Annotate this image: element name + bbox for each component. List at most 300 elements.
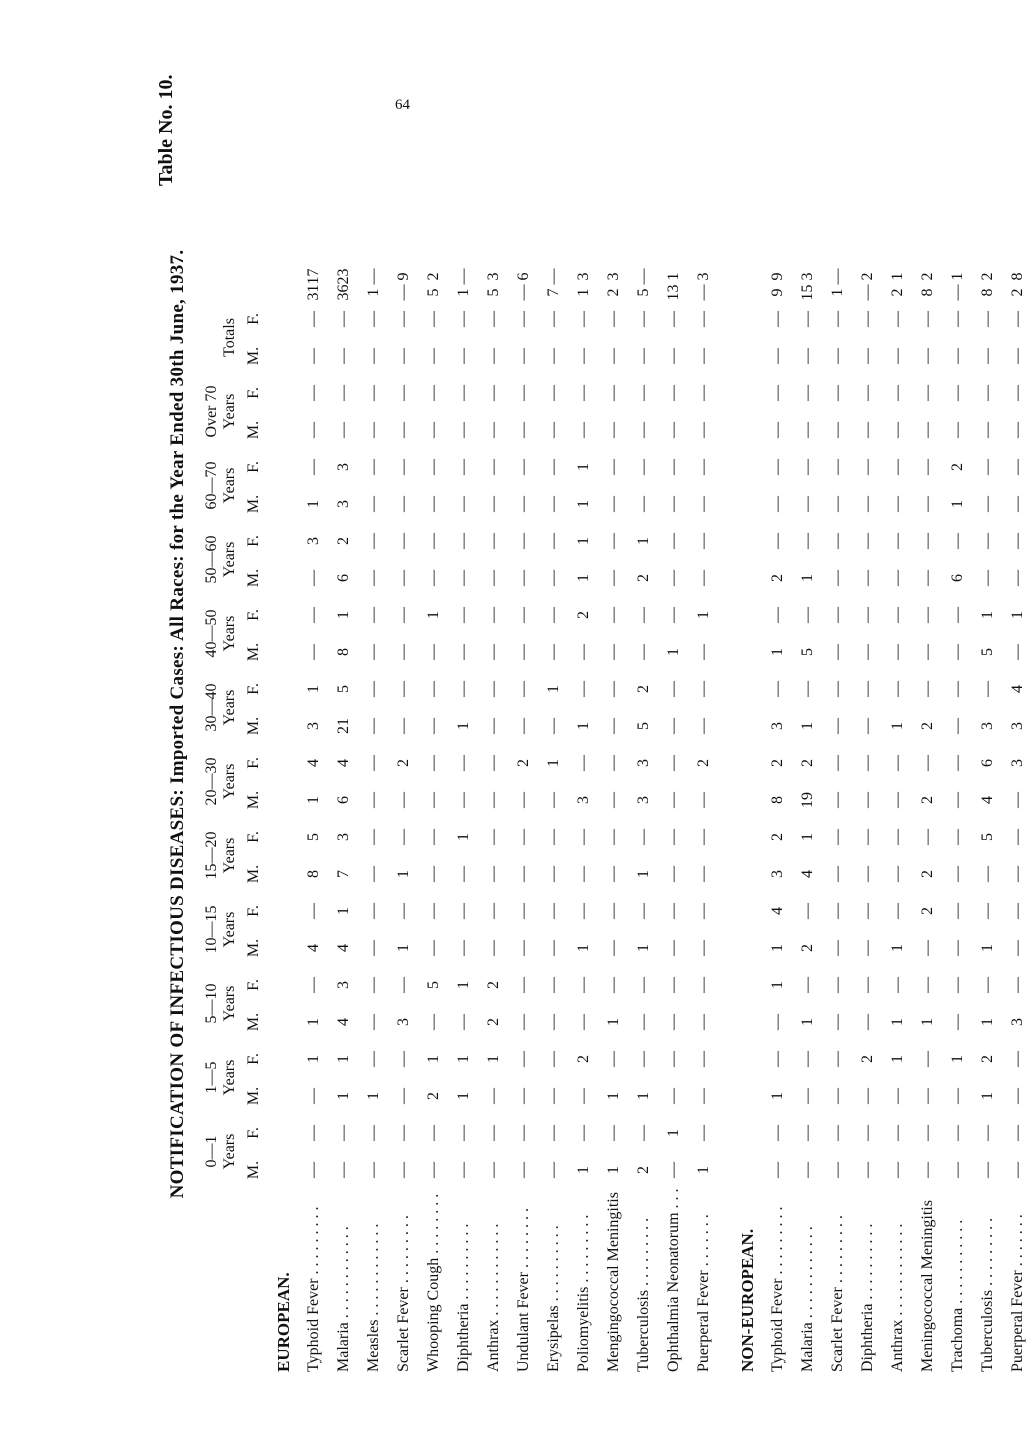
case-count: 5	[335, 684, 352, 693]
case-count: —	[859, 976, 876, 993]
case-count: —	[859, 458, 876, 475]
case-count: —	[395, 310, 412, 327]
case-count: —	[455, 569, 472, 586]
table-row	[973, 268, 1003, 1372]
case-count: —	[829, 1013, 846, 1030]
case-count: —	[365, 347, 382, 364]
case-count: —	[365, 606, 382, 623]
case-count: —	[365, 643, 382, 660]
case-count: 2	[575, 610, 592, 619]
case-count: 2	[769, 758, 786, 767]
case-count: 3	[575, 795, 592, 804]
case-count: —	[455, 421, 472, 438]
case-count: —	[395, 643, 412, 660]
case-count: —	[1009, 495, 1026, 512]
disease-name: Malaria . . . . . . . . . . . .	[799, 1226, 816, 1372]
case-count: —	[425, 717, 442, 734]
case-count: —	[515, 495, 532, 512]
age-group-range: Over 70	[203, 385, 220, 438]
age-group-header	[203, 374, 239, 448]
table-row	[853, 268, 883, 1372]
case-count: —	[515, 1087, 532, 1104]
age-group-range: 15—20	[203, 831, 220, 880]
case-count: 8	[769, 795, 786, 804]
case-count: —	[365, 828, 382, 845]
case-count: —	[455, 865, 472, 882]
case-count: 3	[979, 721, 996, 730]
case-count: 23	[335, 268, 352, 285]
case-count: —	[575, 976, 592, 993]
case-count: 7	[545, 288, 562, 297]
case-count: 2	[395, 758, 412, 767]
case-count: —	[425, 828, 442, 845]
sex-header-female: F.	[245, 461, 262, 473]
case-count: —	[305, 384, 322, 401]
case-count: —	[485, 717, 502, 734]
case-count: 1	[575, 536, 592, 545]
case-count: —	[859, 717, 876, 734]
case-count: —	[1009, 458, 1026, 475]
case-count: —	[515, 939, 532, 956]
case-count: —	[889, 310, 906, 327]
case-count: —	[335, 310, 352, 327]
case-count: 3	[485, 272, 502, 281]
section-heading-row	[733, 268, 763, 1372]
case-count: 3	[335, 832, 352, 841]
case-count: —	[365, 495, 382, 512]
case-count: —	[605, 1124, 622, 1141]
sex-header-male: M.	[245, 420, 262, 440]
case-count: —	[485, 569, 502, 586]
case-count: —	[979, 421, 996, 438]
case-count: —	[545, 458, 562, 475]
case-count: 1	[575, 288, 592, 297]
case-count: —	[515, 384, 532, 401]
case-count: —	[799, 606, 816, 623]
case-count: 1	[455, 980, 472, 989]
case-count: 1	[695, 610, 712, 619]
case-count: 2	[919, 272, 936, 281]
case-count: —	[365, 268, 382, 285]
case-count: 1	[485, 1054, 502, 1063]
case-count: —	[829, 1050, 846, 1067]
case-count: —	[545, 1124, 562, 1141]
case-count: —	[545, 902, 562, 919]
case-count: —	[305, 1161, 322, 1178]
case-count: —	[365, 310, 382, 327]
disease-name: Measles . . . . . . . . . . . .	[365, 1223, 382, 1372]
age-group-unit: Years	[221, 541, 238, 578]
case-count: —	[515, 606, 532, 623]
case-count: —	[635, 421, 652, 438]
age-group-header	[203, 818, 239, 892]
case-count: —	[485, 606, 502, 623]
sex-header-male: M.	[245, 790, 262, 810]
case-count: 1	[305, 684, 322, 693]
case-count: —	[605, 717, 622, 734]
case-count: —	[485, 310, 502, 327]
case-count: —	[575, 310, 592, 327]
case-count: 3	[605, 272, 622, 281]
case-count: —	[1009, 976, 1026, 993]
case-count: —	[1009, 1050, 1026, 1067]
case-count: 1	[305, 499, 322, 508]
disease-name: Tuberculosis . . . . . . . . .	[979, 1217, 996, 1372]
case-count: —	[979, 1124, 996, 1141]
case-count: —	[979, 865, 996, 882]
case-count: —	[919, 384, 936, 401]
case-count: —	[425, 791, 442, 808]
case-count: —	[545, 828, 562, 845]
age-group-range: 5—10	[203, 983, 220, 1024]
case-count: —	[919, 347, 936, 364]
case-count: —	[769, 606, 786, 623]
case-count: 1	[455, 832, 472, 841]
case-count: —	[605, 458, 622, 475]
case-count: —	[695, 347, 712, 364]
case-count: —	[305, 421, 322, 438]
case-count: —	[665, 310, 682, 327]
case-count: —	[889, 791, 906, 808]
case-count: —	[859, 495, 876, 512]
case-count: —	[949, 717, 966, 734]
case-count: —	[455, 902, 472, 919]
case-count: 4	[335, 758, 352, 767]
case-count: —	[605, 384, 622, 401]
table-row	[913, 268, 943, 1372]
case-count: —	[1009, 939, 1026, 956]
case-count: —	[949, 284, 966, 301]
age-group-unit: Years	[221, 911, 238, 948]
case-count: —	[665, 754, 682, 771]
case-count: —	[829, 791, 846, 808]
case-count: 4	[335, 1017, 352, 1026]
case-count: 5	[635, 721, 652, 730]
case-count: 6	[335, 573, 352, 582]
case-count: —	[665, 1087, 682, 1104]
case-count: 2	[1009, 288, 1026, 297]
case-count: —	[635, 310, 652, 327]
case-count: —	[889, 347, 906, 364]
age-group-header	[203, 670, 239, 744]
case-count: —	[605, 976, 622, 993]
case-count: 2	[635, 573, 652, 582]
age-group-range: 40—50	[203, 609, 220, 658]
case-count: —	[515, 421, 532, 438]
case-count: —	[979, 384, 996, 401]
case-count: 1	[889, 1017, 906, 1026]
case-count: —	[949, 828, 966, 845]
case-count: —	[515, 569, 532, 586]
sex-header-male: M.	[245, 716, 262, 736]
case-count: —	[979, 458, 996, 475]
case-count: —	[575, 865, 592, 882]
age-group-unit: Years	[221, 985, 238, 1022]
age-group-header	[203, 1040, 239, 1114]
case-count: —	[545, 421, 562, 438]
case-count: 1	[575, 943, 592, 952]
case-count: —	[455, 1124, 472, 1141]
case-count: —	[695, 458, 712, 475]
case-count: —	[545, 1087, 562, 1104]
sex-header-male: M.	[245, 642, 262, 662]
case-count: —	[949, 310, 966, 327]
case-count: —	[889, 1124, 906, 1141]
case-count: 6	[949, 573, 966, 582]
age-group-unit: Years	[221, 689, 238, 726]
case-count: —	[665, 532, 682, 549]
case-count: —	[485, 680, 502, 697]
case-count: —	[635, 606, 652, 623]
table-title: NOTIFICATION OF INFECTIOUS DISEASES: Imported Cases: All Races: for the Year Ended 30th June, 1937.	[167, 249, 188, 1199]
case-count: —	[575, 1087, 592, 1104]
page-number: 64	[395, 97, 410, 113]
case-count: —	[515, 1124, 532, 1141]
age-group-range: 1—5	[203, 1061, 220, 1094]
case-count: —	[395, 1161, 412, 1178]
case-count: —	[1009, 865, 1026, 882]
case-count: 2	[979, 272, 996, 281]
case-count: —	[545, 1050, 562, 1067]
case-count: —	[605, 310, 622, 327]
age-group-header	[203, 892, 239, 966]
case-count: —	[695, 865, 712, 882]
case-count: —	[395, 384, 412, 401]
case-count: —	[485, 828, 502, 845]
case-count: —	[515, 310, 532, 327]
case-count: 1	[455, 1091, 472, 1100]
case-count: —	[919, 569, 936, 586]
cases-table	[203, 268, 1033, 1372]
case-count: 1	[635, 869, 652, 878]
case-count: 1	[769, 647, 786, 656]
case-count: —	[575, 347, 592, 364]
case-count: —	[919, 1161, 936, 1178]
case-count: —	[305, 310, 322, 327]
case-count: —	[425, 1124, 442, 1141]
case-count: 1	[829, 288, 846, 297]
case-count: 3	[635, 758, 652, 767]
case-count: —	[979, 680, 996, 697]
case-count: —	[799, 976, 816, 993]
case-count: —	[635, 976, 652, 993]
age-group-range: 60—70	[203, 461, 220, 510]
case-count: —	[425, 1161, 442, 1178]
case-count: —	[635, 902, 652, 919]
case-count: —	[395, 606, 412, 623]
case-count: 2	[949, 462, 966, 471]
case-count: —	[829, 680, 846, 697]
case-count: 1	[799, 832, 816, 841]
disease-name: Typhoid Fever . . . . . . . . .	[769, 1206, 786, 1372]
case-count: 3	[635, 795, 652, 804]
disease-name: Erysipelas . . . . . . . . . .	[545, 1225, 562, 1372]
case-count: —	[365, 902, 382, 919]
case-count: —	[769, 1013, 786, 1030]
case-count: 2	[769, 573, 786, 582]
case-count: —	[665, 791, 682, 808]
case-count: 1	[365, 288, 382, 297]
case-count: —	[829, 1161, 846, 1178]
case-count: —	[919, 1124, 936, 1141]
case-count: —	[799, 902, 816, 919]
case-count: —	[605, 939, 622, 956]
age-group-header	[203, 744, 239, 818]
case-count: 2	[919, 721, 936, 730]
case-count: —	[949, 1124, 966, 1141]
case-count: —	[305, 1087, 322, 1104]
case-count: —	[515, 1050, 532, 1067]
case-count: —	[665, 939, 682, 956]
case-count: —	[829, 606, 846, 623]
case-count: 1	[665, 1128, 682, 1137]
case-count: —	[485, 939, 502, 956]
case-count: —	[455, 347, 472, 364]
case-count: 2	[919, 795, 936, 804]
case-count: 3	[575, 272, 592, 281]
case-count: —	[799, 310, 816, 327]
case-count: 5	[425, 288, 442, 297]
case-count: —	[425, 458, 442, 475]
case-count: —	[575, 384, 592, 401]
case-count: —	[575, 902, 592, 919]
case-count: 2	[425, 272, 442, 281]
case-count: —	[455, 754, 472, 771]
case-count: —	[335, 1161, 352, 1178]
case-count: —	[1009, 828, 1026, 845]
table-row	[823, 268, 853, 1372]
case-count: 2	[799, 943, 816, 952]
sex-header-male: M.	[245, 568, 262, 588]
case-count: 2	[485, 1017, 502, 1026]
case-count: 8	[305, 869, 322, 878]
case-count: —	[889, 1087, 906, 1104]
case-count: —	[665, 865, 682, 882]
sex-header-male: M.	[245, 1012, 262, 1032]
case-count: —	[545, 569, 562, 586]
case-count: —	[769, 1050, 786, 1067]
case-count: —	[485, 384, 502, 401]
case-count: —	[485, 791, 502, 808]
case-count: 2	[575, 1054, 592, 1063]
case-count: —	[829, 310, 846, 327]
case-count: 1	[605, 1091, 622, 1100]
case-count: —	[695, 791, 712, 808]
case-count: —	[665, 1161, 682, 1178]
age-group-range: Totals	[221, 318, 238, 357]
table-row	[943, 268, 973, 1372]
case-count: 1	[769, 943, 786, 952]
case-count: —	[949, 1013, 966, 1030]
case-count: —	[545, 268, 562, 285]
case-count: —	[425, 902, 442, 919]
disease-name: Meningococcal Meningitis	[919, 1200, 936, 1372]
disease-name: Typhoid Fever . . . . . . . . .	[305, 1206, 322, 1372]
case-count: —	[365, 976, 382, 993]
case-count: —	[395, 569, 412, 586]
case-count: 1	[365, 1091, 382, 1100]
case-count: —	[665, 680, 682, 697]
case-count: —	[949, 865, 966, 882]
case-count: —	[859, 532, 876, 549]
disease-name: Trachoma . . . . . . . . . . .	[949, 1219, 966, 1372]
case-count: 4	[799, 869, 816, 878]
case-count: 1	[575, 462, 592, 471]
case-count: —	[605, 865, 622, 882]
case-count: —	[829, 569, 846, 586]
case-count: 1	[455, 288, 472, 297]
case-count: 3	[769, 721, 786, 730]
case-count: —	[395, 791, 412, 808]
case-count: —	[665, 458, 682, 475]
case-count: —	[515, 1161, 532, 1178]
sex-header-female: F.	[245, 535, 262, 547]
case-count: —	[365, 1050, 382, 1067]
case-count: —	[1009, 643, 1026, 660]
case-count: —	[979, 310, 996, 327]
case-count: —	[1009, 1124, 1026, 1141]
case-count: —	[545, 532, 562, 549]
case-count: —	[515, 458, 532, 475]
case-count: —	[769, 495, 786, 512]
case-count: —	[799, 495, 816, 512]
case-count: —	[919, 495, 936, 512]
case-count: —	[425, 495, 442, 512]
case-count: 2	[695, 758, 712, 767]
case-count: —	[515, 865, 532, 882]
case-count: —	[919, 310, 936, 327]
case-count: 9	[769, 272, 786, 281]
case-count: —	[485, 902, 502, 919]
case-count: —	[859, 643, 876, 660]
case-count: —	[425, 939, 442, 956]
case-count: 3	[335, 462, 352, 471]
case-count: 2	[635, 684, 652, 693]
case-count: —	[545, 1013, 562, 1030]
case-count: —	[859, 606, 876, 623]
case-count: —	[485, 1161, 502, 1178]
sex-header-row	[239, 268, 269, 1372]
case-count: —	[665, 606, 682, 623]
case-count: —	[949, 976, 966, 993]
case-count: —	[365, 1161, 382, 1178]
case-count: —	[635, 828, 652, 845]
case-count: —	[575, 1013, 592, 1030]
case-count: —	[1009, 902, 1026, 919]
case-count: —	[1009, 1161, 1026, 1178]
case-count: 2	[335, 536, 352, 545]
case-count: —	[365, 532, 382, 549]
case-count: —	[425, 532, 442, 549]
case-count: —	[859, 1124, 876, 1141]
sex-header-female: F.	[245, 757, 262, 769]
case-count: —	[829, 1087, 846, 1104]
case-count: 3	[335, 499, 352, 508]
sex-header-female: F.	[245, 979, 262, 991]
case-count: —	[365, 754, 382, 771]
case-count: —	[515, 717, 532, 734]
case-count: —	[949, 754, 966, 771]
case-count: 3	[305, 721, 322, 730]
case-count: —	[769, 347, 786, 364]
case-count: —	[395, 1124, 412, 1141]
section-title: NON-EUROPEAN.	[738, 1228, 757, 1372]
case-count: —	[919, 976, 936, 993]
case-count: —	[829, 1124, 846, 1141]
case-count: —	[425, 643, 442, 660]
case-count: —	[769, 1124, 786, 1141]
disease-name: Mengingococcal Meningitis	[605, 1192, 622, 1372]
